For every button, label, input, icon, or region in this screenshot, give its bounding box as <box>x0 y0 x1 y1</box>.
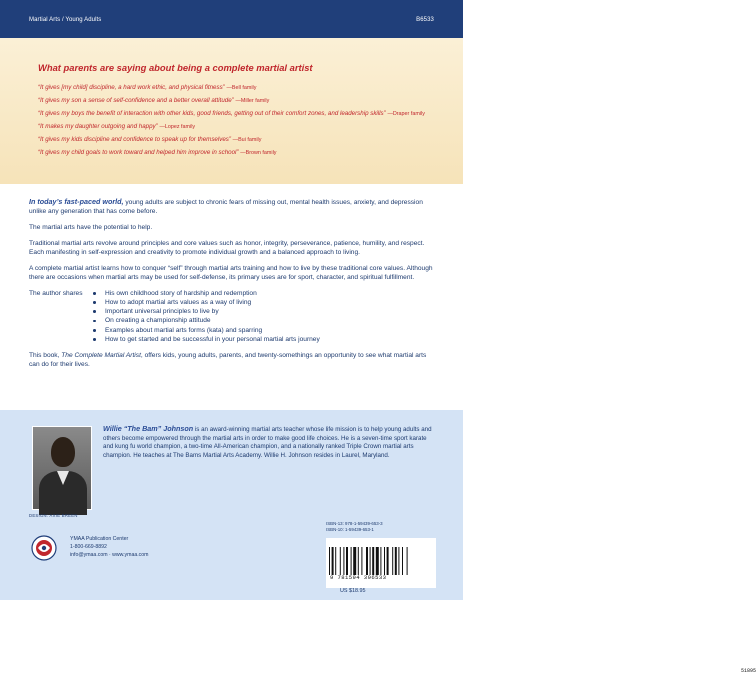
author-bio <box>103 425 433 460</box>
closing-paragraph <box>29 351 435 369</box>
testimonial-source: —Bui family <box>232 136 262 143</box>
shares-label: The author shares <box>29 289 83 297</box>
list-item: Examples about martial arts forms (kata) and sparring <box>91 326 320 335</box>
intro-paragraph <box>29 197 435 216</box>
publisher-info <box>70 535 149 560</box>
testimonial-quote: “It gives my boys the benefit of interaction with other kids, good friends, getting out of their comfort zones, and leadership skills” <box>38 109 386 117</box>
description <box>29 197 435 376</box>
closing-text: This book, <box>29 351 62 359</box>
barcode-digits: 9 781594 396533 <box>330 574 387 581</box>
testimonial-source: —Miller family <box>235 97 270 104</box>
testimonial-item <box>38 97 438 106</box>
testimonial-quote: “It gives my son a sense of self-confidence and a better overall attitude” <box>38 96 234 104</box>
design-credit: DESIGN: AXIE BREEN <box>29 513 78 518</box>
list-item: On creating a championship attitude <box>91 316 320 325</box>
testimonial-item <box>38 84 438 93</box>
testimonial-section <box>0 38 463 184</box>
author-photo <box>32 426 92 510</box>
testimonial-source: —Draper family <box>387 110 425 117</box>
lead-phrase: In today’s fast-paced world, <box>29 197 124 206</box>
ymaa-logo-icon <box>30 534 58 568</box>
paragraph: The martial arts have the potential to help. <box>29 224 153 231</box>
list-item: His own childhood story of hardship and redemption <box>91 289 320 298</box>
testimonial-item <box>38 110 438 119</box>
isbn-10: ISBN-10: 1-59439-653-1 <box>326 527 374 533</box>
header-bar <box>0 0 463 38</box>
price-code: 51895 <box>741 668 756 674</box>
testimonial-list <box>38 84 438 162</box>
closing-text: , offers kids, young adults, parents, and twenty-somethings an opportunity to see what martial arts can do for their lives. <box>29 351 427 368</box>
testimonial-item <box>38 136 438 145</box>
author-name: Willie “The Bam” Johnson <box>103 424 194 433</box>
publisher-phone: 1-800-669-8892 <box>70 544 107 551</box>
testimonial-quote: “It gives my child goals to work toward and helped him improve in school” <box>38 148 239 156</box>
testimonial-quote: “It gives my kids discipline and confidence to speak up for themselves” <box>38 135 231 143</box>
testimonial-source: —Lopez family <box>159 123 196 130</box>
book-title: The Complete Martial Artist <box>61 351 141 359</box>
publisher-contact: info@ymaa.com · www.ymaa.com <box>70 552 149 559</box>
barcode-icon <box>329 547 433 575</box>
testimonial-heading: What parents are saying about being a complete martial artist <box>38 62 313 73</box>
paragraph: A complete martial artist learns how to conquer “self” through martial arts training and how to live by these traditional core values. Although there are occasions when martial arts may be used for self-defense, its primary uses are for sport, character, and spiritual fulfillment. <box>29 264 433 281</box>
product-code: B6533 <box>416 17 434 23</box>
list-item: How to get started and be successful in your personal martial arts journey <box>91 335 320 344</box>
author-shares <box>29 289 435 344</box>
photo-head <box>51 437 75 467</box>
isbn-block <box>326 521 436 534</box>
testimonial-item <box>38 123 438 132</box>
price: US $18.95 <box>340 588 366 594</box>
author-section <box>0 410 756 674</box>
isbn-13: ISBN-13: 978-1-59439-653-3 <box>326 521 383 526</box>
intro-text: young adults are subject to chronic fears of missing out, mental health issues, anxiety, and depression unlike any generation that has come before. <box>29 199 423 216</box>
category-label: Martial Arts / Young Adults <box>29 17 102 23</box>
testimonial-quote: “It makes my daughter outgoing and happy” <box>38 122 158 130</box>
list-item: How to adopt martial arts values as a way of living <box>91 298 320 307</box>
paragraph: Traditional martial arts revolve around principles and core values such as honor, integrity, perseverance, patience, humility, and respect. Each manifesting in self-expression and creativity to promote individual growth and a balanced approach to living. <box>29 239 425 256</box>
testimonial-source: —Bell family <box>226 85 257 91</box>
testimonial-quote: “It gives [my child] discipline, a hard work ethic, and physical fitness” <box>38 84 225 91</box>
testimonial-item <box>38 149 438 158</box>
author-bio-text: is an award-winning martial arts teacher whose life mission is to help young adults and others become empowered through the martial arts in order to make good life choices. He is a seven-time sport karate and kung fu world champion, a two-time All-American champion, and a nationally ranked Triple Crown martial arts champion. He teaches at The Bams Martial Arts Academy. Willie H. Johnson resides in Laurel, Maryland. <box>103 426 432 459</box>
publisher-name: YMAA Publication Center <box>70 536 129 542</box>
testimonial-source: —Brown family <box>240 149 277 156</box>
shares-list <box>91 289 320 344</box>
list-item: Important universal principles to live by <box>91 307 320 316</box>
